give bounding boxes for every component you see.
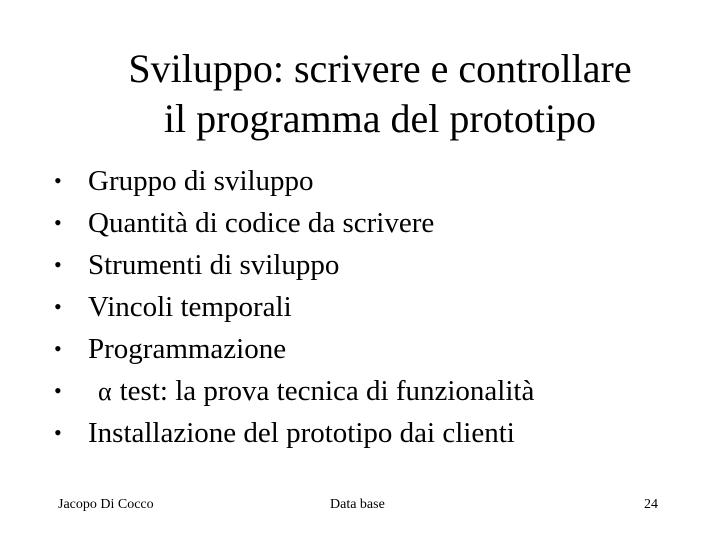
footer-author: Jacopo Di Cocco [58, 497, 154, 512]
title-line-2: il programma del prototipo [163, 96, 597, 141]
bullet-icon: • [54, 378, 62, 403]
bullet-item-installation [54, 412, 534, 454]
bullet-text: Gruppo di sviluppo [88, 165, 314, 197]
bullet-item-code-amount [54, 202, 534, 244]
page-number: 24 [644, 497, 658, 512]
title-line-1: Sviluppo: scrivere e controllare [128, 46, 632, 91]
bullet-icon: • [54, 336, 62, 361]
bullet-text: Strumenti di sviluppo [88, 249, 340, 281]
bullet-icon: • [54, 294, 62, 319]
bullet-icon: • [54, 420, 62, 445]
bullet-item-tools [54, 244, 534, 286]
bullet-item-time-constraints [54, 286, 534, 328]
bullet-icon: • [54, 168, 62, 193]
bullet-item-team [54, 160, 534, 202]
bullet-item-programming [54, 328, 534, 370]
slide-title [40, 44, 720, 144]
bullet-item-alpha-test [54, 370, 534, 412]
bullet-list [54, 160, 534, 454]
bullet-icon: • [54, 210, 62, 235]
bullet-text: Vincoli temporali [88, 291, 292, 323]
bullet-text: Installazione del prototipo dai clienti [88, 417, 515, 449]
bullet-text: Quantità di codice da scrivere [88, 207, 435, 239]
bullet-text: test: la prova tecnica di funzionalità [119, 375, 535, 407]
bullet-icon: • [54, 252, 62, 277]
alpha-symbol: α [98, 377, 112, 406]
footer-center-text: Data base [330, 497, 385, 512]
bullet-text: Programmazione [88, 333, 287, 365]
